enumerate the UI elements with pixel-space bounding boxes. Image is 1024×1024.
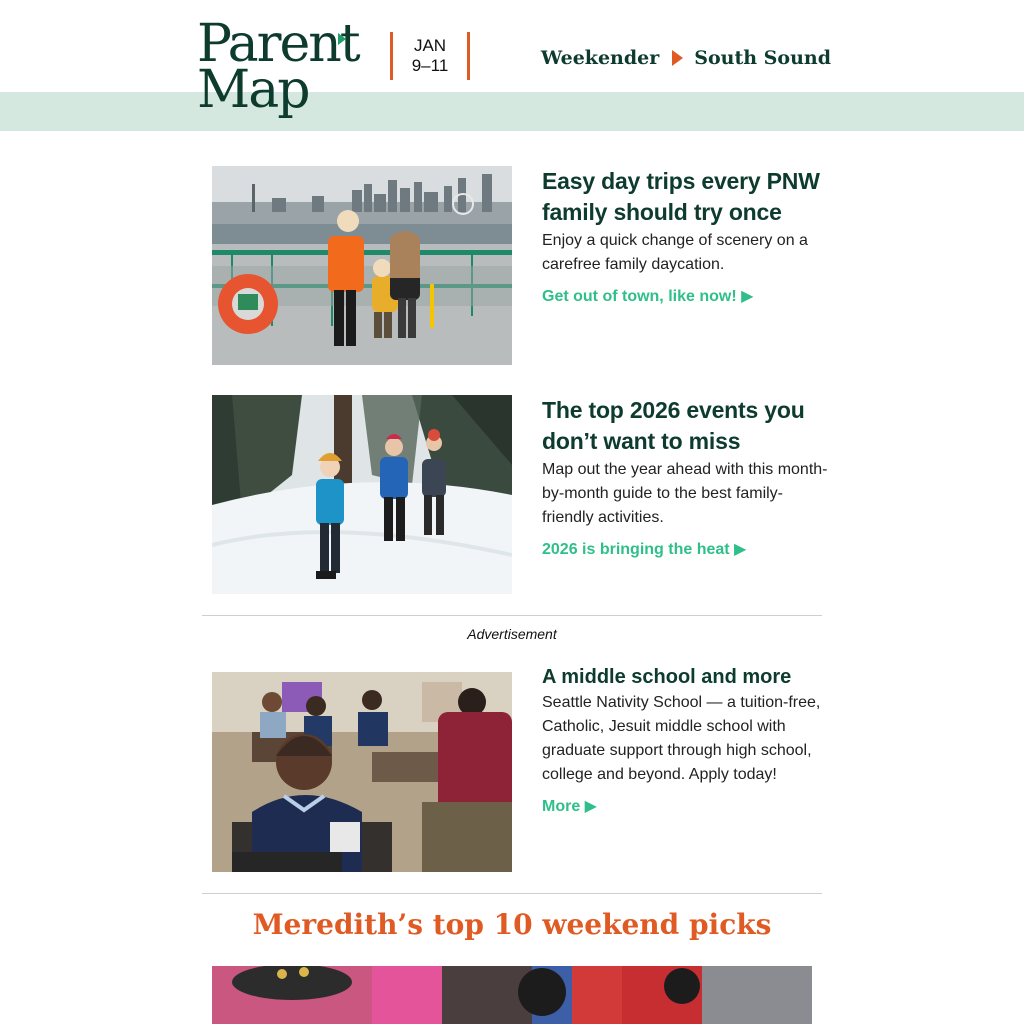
ad-text (542, 664, 832, 818)
logo-line-2: Map (197, 60, 309, 120)
divider (202, 615, 822, 616)
article-day-trips (212, 166, 822, 365)
logo-play-icon (338, 33, 346, 45)
ad-body: Seattle Nativity School — a tuition-free, Catholic, Jesuit middle school with graduate support through high school, college and beyond. Apply today! (542, 694, 821, 783)
article-text (542, 166, 832, 308)
article-text (542, 395, 832, 561)
weekend-picks-heading: Meredith’s top 10 weekend picks (252, 908, 772, 941)
classroom-image[interactable] (212, 672, 512, 872)
article-link[interactable]: Get out of town, like now! ▶ (542, 288, 754, 305)
weekend-picks-image[interactable] (212, 966, 812, 1024)
article-summary: Enjoy a quick change of scenery on a carefree family daycation. (542, 232, 808, 273)
article-title[interactable]: Easy day trips every PNW family should try once (542, 168, 820, 225)
article-link[interactable]: 2026 is bringing the heat ▶ (542, 541, 747, 558)
article-summary: Map out the year ahead with this month-by-month guide to the best family-friendly activities. (542, 461, 828, 526)
ad-title[interactable]: A middle school and more (542, 666, 792, 688)
logo-line-1: Parent (197, 14, 359, 74)
article-2026-events (212, 395, 828, 594)
issue-date (390, 32, 470, 80)
divider (202, 893, 822, 894)
edition-label (541, 45, 831, 71)
weekender-label: Weekender (540, 47, 660, 69)
ad-middle-school (212, 664, 822, 872)
play-arrow-icon (672, 50, 683, 66)
parentmap-logo[interactable] (197, 14, 359, 120)
issue-days: 9–11 (411, 56, 449, 75)
ad-link[interactable]: More ▶ (542, 798, 597, 815)
ferry-skyline-image[interactable] (212, 166, 512, 365)
article-title[interactable]: The top 2026 events you don’t want to miss (542, 397, 805, 454)
region-label: South Sound (694, 47, 831, 69)
email-header (0, 0, 1024, 131)
snowshoe-family-image[interactable] (212, 395, 512, 594)
advertisement-label: Advertisement (467, 626, 557, 642)
issue-month: JAN (413, 36, 447, 55)
